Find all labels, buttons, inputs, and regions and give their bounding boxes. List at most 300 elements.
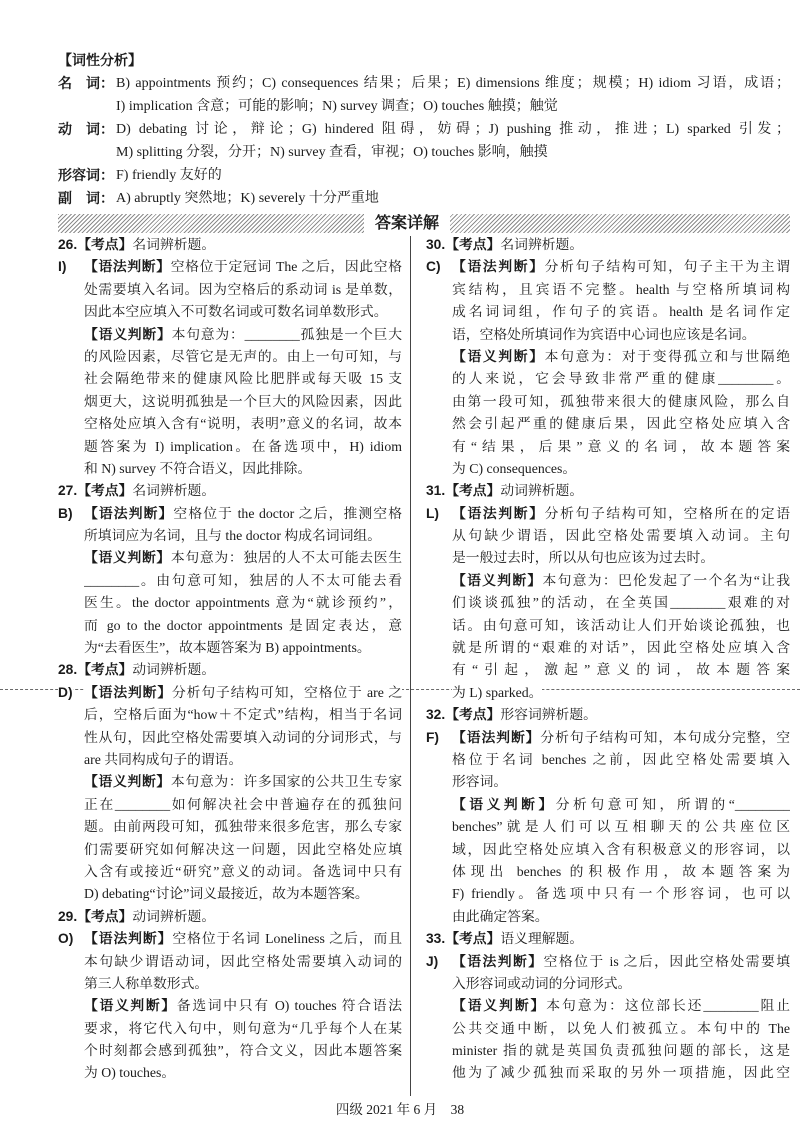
semantic-text: 备选词中只有 O) touches 符合语法 [176, 998, 402, 1014]
semantic-text: ________。由句意可知，独居的人不太可能去看 [84, 572, 402, 588]
semantic-tag: 【语义判断】 [84, 998, 177, 1014]
semantic-text: 烟更大，这说明孤独是一个巨大的风险因素，因此 [84, 393, 402, 409]
semantic-line [452, 592, 790, 614]
semantic-text: 们需要研究如何解决这一问题，因此空格处应填 [84, 841, 402, 857]
pos-row-adjective [58, 164, 790, 187]
kaodian-text: 形容词辨析题。 [500, 707, 597, 723]
semantic-line [452, 839, 790, 861]
semantic-row [426, 682, 790, 704]
semantic-row [426, 995, 790, 1017]
grammar-text: 处需要填入名词。因为空格后的系动词 is 是单数， [84, 281, 402, 297]
semantic-row [58, 1018, 402, 1040]
grammar-line [452, 771, 790, 793]
semantic-line [84, 592, 402, 614]
answer-gutter [426, 995, 452, 1017]
answer-gutter [58, 547, 84, 569]
question-header-line [426, 480, 790, 502]
semantic-row [58, 324, 402, 346]
kaodian-tag: 【考点】 [445, 707, 501, 723]
pos-text: A) abruptly 突然地；K) severely 十分严重地 [116, 191, 379, 206]
question-header [58, 480, 402, 502]
semantic-line [452, 1062, 790, 1084]
grammar-text: 后，空格后面为“how＋不定式”结构，相当于名词 [84, 707, 402, 723]
answer-gutter [58, 570, 84, 592]
grammar-text: 宾结构，且宾语不完整。health 与空格所填词构 [452, 281, 790, 297]
grammar-line [452, 525, 790, 547]
grammar-row [58, 301, 402, 323]
semantic-row [58, 570, 402, 592]
question-header-line [426, 704, 790, 726]
grammar-text: 格位于名词 benches 之前，因此空格处需要填入 [452, 751, 790, 767]
semantic-line [452, 346, 790, 368]
semantic-tag: 【语义判断】 [452, 348, 545, 364]
question-32 [426, 704, 790, 928]
grammar-line [452, 301, 790, 323]
pos-label-adjective: 形容词： [58, 167, 114, 183]
question-header [426, 704, 790, 726]
semantic-text: 本句意为：许多国家的公共卫生专家 [170, 774, 402, 790]
answer-gutter [58, 995, 84, 1017]
grammar-line [452, 503, 790, 525]
answer-gutter [426, 727, 452, 749]
semantic-line [452, 995, 790, 1017]
kaodian-text: 动词辨析题。 [132, 662, 216, 678]
question-33 [426, 928, 790, 1085]
semantic-line [84, 995, 402, 1017]
grammar-line [84, 525, 402, 547]
semantic-line [84, 839, 402, 861]
question-header [426, 928, 790, 950]
grammar-line [452, 324, 790, 346]
semantic-line [84, 1040, 402, 1062]
answer-gutter [58, 973, 84, 995]
pos-text: M) splitting 分裂，分开；N) survey 查看，审视；O) touches 影响，触摸 [116, 145, 548, 160]
answer-gutter [58, 928, 84, 950]
grammar-text: 是一般过去时，所以从句也应该为过去时。 [452, 550, 715, 566]
semantic-row [426, 368, 790, 390]
semantic-text: 正在________如何解决社会中普遍存在的孤独问 [84, 796, 402, 812]
semantic-line [84, 391, 402, 413]
pos-line [116, 95, 790, 118]
pos-text: I) implication 含意；可能的影响；N) survey 调查；O) touches 触摸；触觉 [116, 99, 558, 114]
answer-letter: D) [58, 684, 73, 700]
grammar-tag: 【语法判断】 [452, 505, 545, 521]
answer-gutter [58, 279, 84, 301]
grammar-line [84, 682, 402, 704]
semantic-row [426, 1040, 790, 1062]
semantic-row [58, 995, 402, 1017]
grammar-row [426, 525, 790, 547]
answer-gutter [58, 727, 84, 749]
answer-gutter [58, 794, 84, 816]
semantic-line [84, 771, 402, 793]
semantic-line [84, 436, 402, 458]
answer-gutter [58, 1040, 84, 1062]
semantic-row [58, 637, 402, 659]
pos-line [116, 141, 790, 164]
grammar-tag: 【语法判断】 [452, 953, 544, 969]
grammar-line [84, 749, 402, 771]
question-header [426, 234, 790, 256]
kaodian-tag: 【考点】 [77, 483, 133, 499]
semantic-text: 由此确定答案。 [452, 908, 549, 924]
pos-row-noun [58, 72, 790, 95]
kaodian-tag: 【考点】 [445, 483, 501, 499]
grammar-tag: 【语法判断】 [84, 684, 173, 700]
answer-gutter [58, 525, 84, 547]
answer-gutter [426, 301, 452, 323]
label-spacer [58, 95, 116, 118]
semantic-row [58, 839, 402, 861]
question-header-line [58, 906, 402, 928]
semantic-line [452, 861, 790, 883]
grammar-text: are 共同构成句子的谓语。 [84, 751, 243, 767]
pos-row-noun-cont [58, 95, 790, 118]
grammar-row [58, 951, 402, 973]
answer-gutter [58, 839, 84, 861]
grammar-line [84, 727, 402, 749]
grammar-line [84, 951, 402, 973]
semantic-row [58, 861, 402, 883]
semantic-line [84, 816, 402, 838]
pos-row-adverb [58, 187, 790, 210]
grammar-text: 从句缺少谓语，因此空格处需要填入动词。主句 [452, 528, 790, 544]
semantic-line [84, 1062, 402, 1084]
semantic-text: 他为了减少孤独而采取的另外一项措施，因此空 [452, 1065, 790, 1081]
semantic-row [58, 368, 402, 390]
semantic-text: 个时刻都会感到孤独”，符合文义，因此本题答案 [84, 1043, 402, 1059]
semantic-row [426, 659, 790, 681]
answer-letter: C) [426, 259, 441, 275]
answer-gutter [426, 861, 452, 883]
semantic-line [84, 861, 402, 883]
part-of-speech-analysis [58, 49, 790, 210]
semantic-line [84, 794, 402, 816]
semantic-text: 题答案为 I) implication。在备选项中，H) idiom [84, 438, 402, 454]
semantic-line [84, 458, 402, 480]
question-header-line [58, 480, 402, 502]
grammar-row [426, 973, 790, 995]
grammar-text: 成名词词组，作句子的宾语。health 是名词作定 [452, 304, 790, 320]
semantic-text: 本句意为：这位部长还________阻止 [546, 998, 790, 1014]
semantic-line [452, 794, 790, 816]
answer-gutter [58, 883, 84, 905]
grammar-line [452, 727, 790, 749]
question-header [58, 659, 402, 681]
grammar-tag: 【语法判断】 [84, 505, 174, 521]
semantic-tag: 【语义判断】 [452, 998, 547, 1014]
answer-gutter [426, 525, 452, 547]
semantic-text: 题。由前两段可知，孤独带来很多危害，那么专家 [84, 819, 402, 835]
semantic-text: 本句意为：________孤独是一个巨大 [171, 326, 402, 342]
kaodian-tag: 【考点】 [77, 908, 133, 924]
semantic-text: D) debating“讨论”词义最接近，故为本题答案。 [84, 886, 369, 902]
semantic-text: 分析句意可知，所谓的“________ [555, 796, 790, 812]
grammar-row [426, 256, 790, 278]
semantic-line [84, 324, 402, 346]
question-header-line [58, 659, 402, 681]
answer-gutter [426, 256, 452, 278]
pos-row-verb-cont [58, 141, 790, 164]
pos-label-adverb: 副 词： [58, 190, 114, 206]
column-divider [410, 236, 411, 1096]
question-26 [58, 234, 402, 480]
question-header [58, 234, 402, 256]
semantic-line [452, 659, 790, 681]
answer-letter: L) [426, 505, 440, 521]
kaodian-text: 名词辨析题。 [132, 483, 216, 499]
answer-gutter [58, 861, 84, 883]
semantic-row [426, 861, 790, 883]
semantic-tag: 【语义判断】 [84, 326, 172, 342]
answer-gutter [58, 951, 84, 973]
grammar-row [58, 256, 402, 278]
question-number: 32. [426, 707, 446, 723]
semantic-row [426, 906, 790, 928]
semantic-line [452, 1018, 790, 1040]
grammar-line [452, 256, 790, 278]
semantic-text: 而 go to the doctor appointments 是固定表达，意 [84, 617, 402, 633]
answer-letter: I) [58, 259, 67, 275]
question-31 [426, 480, 790, 704]
semantic-row [426, 1062, 790, 1084]
semantic-row [58, 771, 402, 793]
answer-letter: B) [58, 505, 73, 521]
semantic-row [58, 458, 402, 480]
answer-gutter [426, 816, 452, 838]
answer-gutter [58, 637, 84, 659]
answer-gutter [426, 592, 452, 614]
semantic-text: 有“引起，激起”意义的词，故本题答案 [452, 662, 790, 678]
semantic-row [58, 547, 402, 569]
semantic-text: 就是所谓的“艰难的对话”，因此空格处应填入含 [452, 640, 790, 656]
kaodian-tag: 【考点】 [77, 237, 133, 252]
semantic-row [426, 391, 790, 413]
answer-gutter [426, 637, 452, 659]
answer-gutter [58, 816, 84, 838]
semantic-text: 社会隔绝带来的健康风险比肥胖或每天吸 15 支 [84, 371, 402, 387]
question-header [426, 480, 790, 502]
question-header [58, 906, 402, 928]
pos-text: D) debating 讨论，辩论；G) hindered 阻碍，妨碍；J) pushing 推动，推进；L) sparked 引发； [116, 122, 790, 137]
kaodian-text: 动词辨析题。 [132, 908, 216, 924]
semantic-text: 的人来说，它会导致非常严重的健康________。 [452, 371, 790, 387]
answer-gutter [426, 391, 452, 413]
semantic-row [58, 883, 402, 905]
semantic-text: 然会引起严重的健康后果，因此空格处应填入含 [452, 416, 790, 432]
kaodian-tag: 【考点】 [445, 931, 501, 947]
answer-gutter [426, 570, 452, 592]
kaodian-text: 动词辨析题。 [500, 483, 584, 499]
grammar-row [58, 279, 402, 301]
answer-gutter [426, 883, 452, 905]
answer-gutter [58, 615, 84, 637]
answer-gutter [426, 279, 452, 301]
grammar-row [426, 279, 790, 301]
semantic-text: 本句意为：对于变得孤立和与世隔绝 [544, 348, 790, 364]
kaodian-tag: 【考点】 [445, 237, 501, 252]
question-number: 29. [58, 908, 78, 924]
semantic-line [452, 391, 790, 413]
semantic-text: 要求，将它代入句中，则句意为“几乎每个人在某 [84, 1020, 402, 1036]
pos-heading: 【词性分析】 [58, 49, 142, 72]
semantic-tag: 【语义判断】 [452, 572, 543, 588]
answer-gutter [426, 615, 452, 637]
answer-gutter [426, 1062, 452, 1084]
pos-line [116, 164, 790, 187]
semantic-text: 为“去看医生”，故本题答案为 B) appointments。 [84, 640, 371, 656]
semantic-text: 医生。the doctor appointments 意为“就诊预约”， [84, 595, 402, 611]
semantic-line [84, 637, 402, 659]
answer-gutter [58, 503, 84, 525]
semantic-line [452, 436, 790, 458]
semantic-row [426, 816, 790, 838]
answer-gutter [58, 413, 84, 435]
semantic-row [426, 570, 790, 592]
semantic-text: 域，因此空格处应填入含有积极意义的形容词，以 [452, 841, 790, 857]
semantic-line [452, 615, 790, 637]
answer-gutter [58, 256, 84, 278]
grammar-line [452, 279, 790, 301]
question-number: 26. [58, 237, 78, 252]
semantic-line [84, 615, 402, 637]
grammar-text: 分析句子结构可知，句子主干为主谓 [544, 259, 790, 275]
semantic-text: 入含有或接近“研究”意义的动词。备选词中只有 [84, 863, 402, 879]
grammar-line [84, 256, 402, 278]
semantic-text: 的风险因素，尽管它是无声的。由上一句可知，与 [84, 348, 402, 364]
answer-gutter [58, 1018, 84, 1040]
grammar-line [452, 951, 790, 973]
grammar-text: 所填词应为名词，且与 the doctor 构成名词词组。 [84, 528, 381, 544]
answer-gutter [426, 413, 452, 435]
answer-gutter [426, 547, 452, 569]
grammar-text: 第三人称单数形式。 [84, 975, 209, 991]
semantic-tag: 【语义判断】 [452, 796, 556, 812]
answer-gutter [426, 749, 452, 771]
grammar-row [58, 928, 402, 950]
grammar-row [58, 682, 402, 704]
grammar-text: 入形容词或动词的分词形式。 [452, 975, 632, 991]
question-header-line [58, 234, 402, 256]
question-number: 33. [426, 931, 446, 947]
section-banner [58, 214, 790, 233]
semantic-line [452, 816, 790, 838]
question-29 [58, 906, 402, 1085]
answer-gutter [58, 368, 84, 390]
semantic-text: 空格处应填入含有“说明，表明”意义的名词，故本 [84, 416, 402, 432]
answer-gutter [426, 458, 452, 480]
grammar-tag: 【语法判断】 [84, 259, 171, 275]
question-30 [426, 234, 790, 480]
semantic-line [452, 413, 790, 435]
grammar-text: 形容词。 [452, 774, 508, 790]
grammar-line [84, 301, 402, 323]
semantic-row [58, 592, 402, 614]
grammar-line [84, 973, 402, 995]
grammar-tag: 【语法判断】 [452, 729, 541, 745]
answer-gutter [426, 682, 452, 704]
semantic-row [426, 615, 790, 637]
grammar-row [426, 324, 790, 346]
pos-text: B) appointments 预约；C) consequences 结果；后果；E) dimensions 维度；规模；H) idiom 习语，成语； [116, 76, 790, 91]
grammar-row [426, 503, 790, 525]
answer-gutter [58, 771, 84, 793]
grammar-tag: 【语法判断】 [84, 931, 173, 947]
semantic-tag: 【语义判断】 [84, 774, 171, 790]
grammar-line [84, 928, 402, 950]
footer-title: 四级 2021 年 6 月 [335, 1102, 438, 1117]
semantic-row [426, 346, 790, 368]
answer-gutter [426, 1040, 452, 1062]
semantic-row [58, 1062, 402, 1084]
answer-gutter [58, 324, 84, 346]
semantic-row [58, 615, 402, 637]
kaodian-text: 名词辨析题。 [132, 237, 216, 252]
answer-gutter [58, 346, 84, 368]
semantic-line [452, 570, 790, 592]
semantic-line [84, 570, 402, 592]
semantic-row [58, 794, 402, 816]
question-number: 27. [58, 483, 78, 499]
grammar-text: 分析句子结构可知，空格位于 are 之 [172, 684, 402, 700]
semantic-row [426, 592, 790, 614]
answer-gutter [426, 906, 452, 928]
answer-letter: J) [426, 953, 439, 969]
semantic-text: 本句意为：巴伦发起了一个名为“让我 [542, 572, 790, 588]
grammar-line [84, 503, 402, 525]
semantic-row [426, 883, 790, 905]
semantic-row [426, 1018, 790, 1040]
answer-gutter [426, 659, 452, 681]
semantic-text: 由第一段可知，孤独带来很大的健康风险，那么自 [452, 393, 790, 409]
semantic-line [452, 883, 790, 905]
question-28 [58, 659, 402, 905]
grammar-text: 因此本空应填入不可数名词或可数名词单数形式。 [84, 304, 388, 320]
semantic-row [426, 637, 790, 659]
answer-gutter [426, 346, 452, 368]
grammar-line [84, 279, 402, 301]
answer-column-right [426, 234, 790, 1085]
answer-gutter [58, 682, 84, 704]
semantic-row [58, 1040, 402, 1062]
semantic-tag: 【语义判断】 [84, 550, 171, 566]
question-header-line [426, 234, 790, 256]
semantic-text: 和 N) survey 不符合语义，因此排除。 [84, 460, 312, 476]
semantic-row [58, 346, 402, 368]
grammar-row [426, 547, 790, 569]
grammar-row [58, 525, 402, 547]
semantic-line [452, 1040, 790, 1062]
semantic-text: 为 C) consequences。 [452, 460, 577, 476]
answer-column-left [58, 234, 402, 1085]
semantic-row [426, 413, 790, 435]
semantic-text: benches”就是人们可以互相聊天的公共座位区 [452, 819, 790, 835]
semantic-row [58, 413, 402, 435]
semantic-row [426, 458, 790, 480]
answer-gutter [426, 503, 452, 525]
grammar-text: 空格位于 is 之后，因此空格处需要填 [543, 953, 790, 969]
pos-label-noun: 名 词： [58, 75, 114, 91]
grammar-row [58, 973, 402, 995]
grammar-text: 空格位于名词 Loneliness 之后，而且 [172, 931, 402, 947]
grammar-text: 空格位于定冠词 The 之后，因此空格 [170, 259, 402, 275]
semantic-text: 本句意为：独居的人不太可能去医生 [170, 550, 402, 566]
semantic-text: 话。由句意可知，该活动让人们开始谈论孤独，也 [452, 617, 790, 633]
semantic-line [452, 368, 790, 390]
question-27 [58, 480, 402, 659]
grammar-text: 本句缺少谓语动词，因此空格处需要填入动词的 [84, 953, 402, 969]
answer-gutter [426, 951, 452, 973]
